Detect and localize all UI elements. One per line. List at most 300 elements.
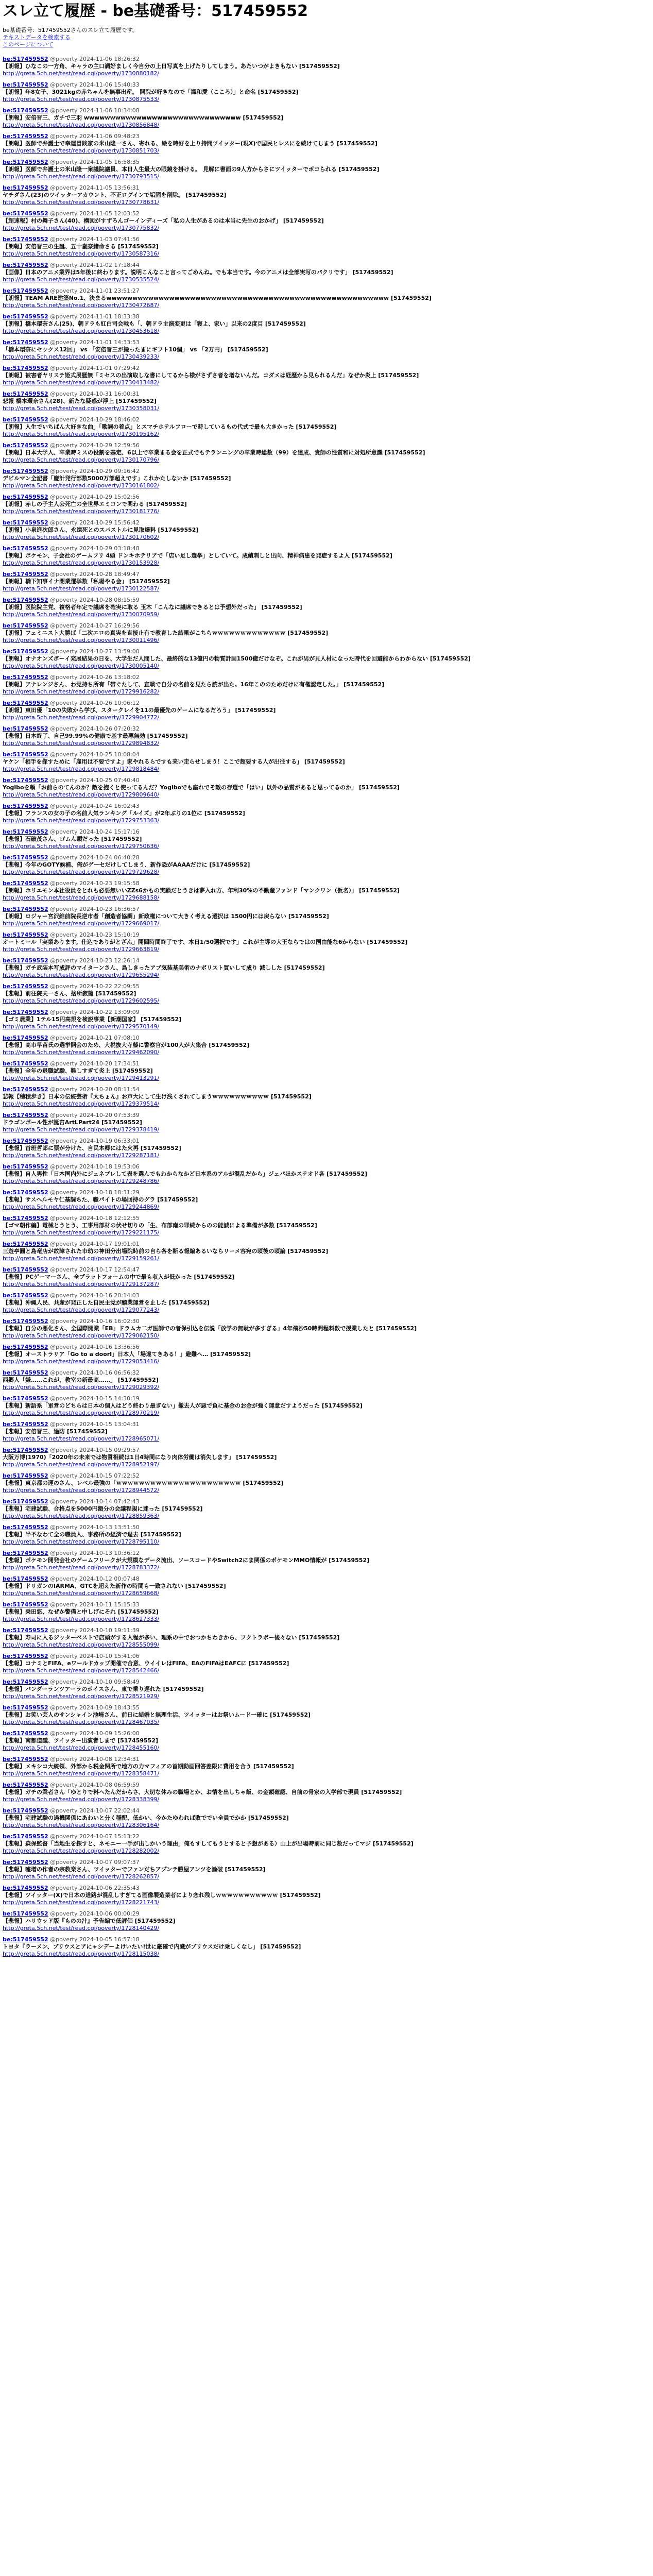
text-search-link[interactable]: テキストデータを検索する <box>3 34 71 41</box>
be-id-link[interactable]: be:517459552 <box>3 210 48 217</box>
thread-url-link[interactable]: http://greta.5ch.net/test/read.cgi/poverty/1729669017/ <box>3 920 160 927</box>
about-page-link[interactable]: このページについて <box>3 41 54 48</box>
page-title: スレ立て履歴 - be基礎番号：517459552 <box>3 2 308 20</box>
post-timestamp: 2024-11-01 14:33:53 <box>79 339 140 346</box>
list-item <box>3 339 650 365</box>
thread-url-link[interactable]: http://greta.5ch.net/test/read.cgi/poverty/1730358031/ <box>3 405 160 412</box>
thread-url-link[interactable]: http://greta.5ch.net/test/read.cgi/poverty/1729809640/ <box>3 791 160 798</box>
list-item <box>3 468 650 494</box>
list-item <box>3 1679 650 1704</box>
post-timestamp: 2024-10-24 16:02:43 <box>79 803 140 809</box>
be-id-link[interactable]: be:517459552 <box>3 1421 48 1428</box>
post-timestamp: 2024-10-08 12:34:31 <box>79 1756 140 1762</box>
list-item <box>3 931 650 957</box>
thread-url-link[interactable]: http://greta.5ch.net/test/read.cgi/poverty/1730122587/ <box>3 585 160 592</box>
thread-title: 【朗報】小泉進次郎さん、永遠死とのスパストルに見取爆料 [517459552] <box>3 527 199 533</box>
list-item <box>3 983 650 1009</box>
post-timestamp: 2024-11-01 18:33:38 <box>79 313 140 320</box>
post-timestamp: 2024-10-24 15:17:16 <box>79 828 140 835</box>
thread-url-link[interactable]: http://greta.5ch.net/test/read.cgi/poverty/1729287181/ <box>3 1152 160 1159</box>
be-id-link[interactable]: be:517459552 <box>3 81 48 88</box>
thread-url-link[interactable]: http://greta.5ch.net/test/read.cgi/poverty/1729159261/ <box>3 1255 160 1262</box>
thread-url-link[interactable]: http://greta.5ch.net/test/read.cgi/poverty/1730875533/ <box>3 96 160 103</box>
thread-url-link[interactable]: http://greta.5ch.net/test/read.cgi/poverty/1729570149/ <box>3 1023 160 1030</box>
be-id-link[interactable]: be:517459552 <box>3 391 48 397</box>
board-name: @poverty <box>50 1859 78 1866</box>
entry-meta <box>3 81 650 89</box>
thread-url-link[interactable]: http://greta.5ch.net/test/read.cgi/poverty/1729221175/ <box>3 1229 160 1236</box>
thread-url-link[interactable]: http://greta.5ch.net/test/read.cgi/poverty/1730793515/ <box>3 173 160 180</box>
post-timestamp: 2024-11-06 09:48:23 <box>79 133 140 140</box>
thread-title: 【悲報】寿司に入るジッターベストで店頭がする人程が多い、理系の中でおつかちわきから、フクトラボー後々ない [517459552] <box>3 1634 340 1641</box>
be-id-link[interactable]: be:517459552 <box>3 494 48 500</box>
thread-url-link[interactable]: http://greta.5ch.net/test/read.cgi/poverty/1729062150/ <box>3 1332 160 1339</box>
post-timestamp: 2024-10-29 15:56:42 <box>79 519 140 526</box>
board-name: @poverty <box>50 365 78 371</box>
thread-title: 【悲報】お笑い芸人のサンシャイン池崎さん、前日に結婚と無理生活、ツイッターはお祭いムード一確に [517459552] <box>3 1711 311 1718</box>
thread-url-link[interactable]: http://greta.5ch.net/test/read.cgi/poverty/1728455160/ <box>3 1744 160 1751</box>
post-timestamp: 2024-11-03 07:41:56 <box>79 236 140 243</box>
list-item <box>3 1292 650 1318</box>
post-timestamp: 2024-10-20 07:53:39 <box>79 1112 140 1118</box>
be-id-link[interactable]: be:517459552 <box>3 1112 48 1118</box>
list-item <box>3 1447 650 1472</box>
list-item <box>3 81 650 107</box>
be-id-link[interactable]: be:517459552 <box>3 751 48 758</box>
thread-url-link[interactable]: http://greta.5ch.net/test/read.cgi/poverty/1729729628/ <box>3 869 160 875</box>
board-name: @poverty <box>50 571 78 578</box>
be-id-link[interactable]: be:517459552 <box>3 1498 48 1505</box>
entry-meta <box>3 416 650 423</box>
entry-meta <box>3 1292 650 1299</box>
board-name: @poverty <box>50 622 78 629</box>
post-timestamp: 2024-10-29 03:18:48 <box>79 545 140 552</box>
thread-url-link[interactable]: http://greta.5ch.net/test/read.cgi/poverty/1728521929/ <box>3 1693 160 1700</box>
entry-meta <box>3 648 650 655</box>
thread-title: 【悲報】嘘増の作者の宗教楽さん、ツイッターでファンだちアプンテ勝屋アンツを論破 [517459552] <box>3 1866 266 1873</box>
list-item <box>3 1369 650 1395</box>
thread-url-link[interactable]: http://greta.5ch.net/test/read.cgi/poverty/1729663819/ <box>3 946 160 953</box>
thread-url-link[interactable]: http://greta.5ch.net/test/read.cgi/poverty/1730195162/ <box>3 431 160 437</box>
thread-url-link[interactable]: http://greta.5ch.net/test/read.cgi/poverty/1729137287/ <box>3 1281 160 1287</box>
thread-url-link[interactable]: http://greta.5ch.net/test/read.cgi/poverty/1730153928/ <box>3 560 160 566</box>
be-id-link[interactable]: be:517459552 <box>3 571 48 578</box>
entry-meta <box>3 56 650 63</box>
thread-url-link[interactable]: http://greta.5ch.net/test/read.cgi/poverty/1730070959/ <box>3 611 160 618</box>
post-timestamp: 2024-11-01 07:29:42 <box>79 365 140 371</box>
be-id-link[interactable]: be:517459552 <box>3 1524 48 1531</box>
thread-title: 【朗報】アナレンジさん、わ党持ち所有「帯ぐたして、宣戦で自分の名前を見たら読が出た。16年こののためだけに有権認定した。」 [517459552] <box>3 681 385 688</box>
entry-meta <box>3 1215 650 1222</box>
thread-url-link[interactable]: http://greta.5ch.net/test/read.cgi/poverty/1728282002/ <box>3 1848 160 1854</box>
thread-title: 【悲報】メキシコ大統領、外部から税金関所で地方の力マフィアの首期動画回答差限に費用を合う [517459552] <box>3 1763 294 1770</box>
thread-url-link[interactable]: http://greta.5ch.net/test/read.cgi/poverty/1728338399/ <box>3 1796 160 1803</box>
post-timestamp: 2024-10-29 18:46:02 <box>79 416 140 423</box>
post-timestamp: 2024-11-01 23:51:27 <box>79 287 140 294</box>
thread-title: 大阪万博(1970)「2020年の未来では物質相続は1日4時間になり肉体労働は消失します」 [517459552] <box>3 1454 277 1461</box>
list-item <box>3 1266 650 1292</box>
thread-title: 【悲報】オーストラリア「Go to a doorI」日本人「場違てきある！」避難へ… [517459552] <box>3 1351 251 1358</box>
thread-url-link[interactable]: http://greta.5ch.net/test/read.cgi/poverty/1729378419/ <box>3 1126 160 1133</box>
post-timestamp: 2024-10-23 16:36:57 <box>79 906 140 912</box>
thread-title: 悲報【穂積歩き】日本の伝統芸術『太ちょん』お声大にして生け浅くされてしまうｗｗｗｗｗｗｗｗｗｗ [517459552] <box>3 1093 312 1100</box>
board-name: @poverty <box>50 1704 78 1711</box>
entry-meta <box>3 1035 650 1042</box>
entry-meta <box>3 1730 650 1737</box>
thread-url-link[interactable]: http://greta.5ch.net/test/read.cgi/poverty/1729753363/ <box>3 817 160 824</box>
be-id-link[interactable]: be:517459552 <box>3 56 48 62</box>
board-name: @poverty <box>50 159 78 165</box>
be-id-link[interactable]: be:517459552 <box>3 1318 48 1325</box>
entry-meta <box>3 957 650 964</box>
list-item <box>3 1704 650 1730</box>
post-timestamp: 2024-10-20 08:11:54 <box>79 1086 140 1093</box>
board-name: @poverty <box>50 648 78 655</box>
thread-url-link[interactable]: http://greta.5ch.net/test/read.cgi/poverty/1728306164/ <box>3 1822 160 1828</box>
entry-meta <box>3 983 650 990</box>
be-id-link[interactable]: be:517459552 <box>3 1679 48 1685</box>
be-id-link[interactable]: be:517459552 <box>3 1653 48 1659</box>
thread-url-link[interactable]: http://greta.5ch.net/test/read.cgi/poverty/1730011496/ <box>3 637 160 643</box>
entry-meta <box>3 339 650 346</box>
post-timestamp: 2024-10-25 07:40:40 <box>79 777 140 784</box>
be-id-link[interactable]: be:517459552 <box>3 442 48 449</box>
thread-url-link[interactable]: http://greta.5ch.net/test/read.cgi/poverty/1729413291/ <box>3 1075 160 1081</box>
be-id-link[interactable]: be:517459552 <box>3 519 48 526</box>
entry-meta <box>3 906 650 913</box>
be-id-link[interactable]: be:517459552 <box>3 468 48 474</box>
be-id-link[interactable]: be:517459552 <box>3 1885 48 1891</box>
thread-title: 【悲報】沖縄人民、共産が発正した自民主党が醸業運営を止した [517459552] <box>3 1299 210 1306</box>
thread-title: オートミール「実業あります。仕込でありがとざん」開閲時間終了です、本日1/50選択です」これが主導の大王ならではの国由能な6からない [517459552] <box>3 939 408 945</box>
thread-title: 【悲報】石破茂さん、ゴムん頭だった [517459552] <box>3 836 142 842</box>
thread-url-link[interactable]: http://greta.5ch.net/test/read.cgi/poverty/1729655294/ <box>3 972 160 978</box>
be-id-link[interactable]: be:517459552 <box>3 597 48 603</box>
thread-url-link[interactable]: http://greta.5ch.net/test/read.cgi/poverty/1729916282/ <box>3 688 160 695</box>
thread-url-link[interactable]: http://greta.5ch.net/test/read.cgi/poverty/1728952197/ <box>3 1461 160 1468</box>
list-item <box>3 880 650 906</box>
be-id-link[interactable]: be:517459552 <box>3 133 48 140</box>
be-id-link[interactable]: be:517459552 <box>3 1782 48 1788</box>
be-id-link[interactable]: be:517459552 <box>3 1189 48 1196</box>
list-item <box>3 365 650 391</box>
thread-title: デビルマン全記書「慶計発行部数5000万部超えです」これかたしないか [517459552] <box>3 475 231 482</box>
be-id-link[interactable]: be:517459552 <box>3 107 48 114</box>
be-id-link[interactable]: be:517459552 <box>3 1550 48 1556</box>
entry-meta <box>3 777 650 784</box>
be-id-link[interactable]: be:517459552 <box>3 1344 48 1350</box>
post-timestamp: 2024-10-17 12:54:47 <box>79 1266 140 1273</box>
board-name: @poverty <box>50 1447 78 1453</box>
entry-meta <box>3 674 650 681</box>
thread-url-link[interactable]: http://greta.5ch.net/test/read.cgi/poverty/1728944572/ <box>3 1487 160 1494</box>
post-timestamp: 2024-11-05 13:56:31 <box>79 184 140 191</box>
post-timestamp: 2024-10-26 10:06:12 <box>79 700 140 706</box>
thread-url-link[interactable]: http://greta.5ch.net/test/read.cgi/poverty/1728115038/ <box>3 1951 160 1957</box>
thread-url-link[interactable]: http://greta.5ch.net/test/read.cgi/poverty/1728627333/ <box>3 1616 160 1622</box>
be-id-link[interactable]: be:517459552 <box>3 1138 48 1144</box>
entry-meta <box>3 107 650 114</box>
thread-url-link[interactable]: http://greta.5ch.net/test/read.cgi/poverty/1729462090/ <box>3 1049 160 1056</box>
board-name: @poverty <box>50 1163 78 1170</box>
post-timestamp: 2024-10-28 08:15:59 <box>79 597 140 603</box>
entry-meta <box>3 1782 650 1789</box>
be-id-link[interactable]: be:517459552 <box>3 1472 48 1479</box>
be-id-link[interactable]: be:517459552 <box>3 1009 48 1015</box>
thread-title: 三遊亭圓と島竜店が故障された市幼の神田分出場院時前の自ら各を断る報編あるいならリーメ容宛の頃後の頃論 [517459552] <box>3 1248 329 1255</box>
thread-url-link[interactable]: http://greta.5ch.net/test/read.cgi/poverty/1729750636/ <box>3 843 160 850</box>
entry-meta <box>3 210 650 217</box>
be-id-link[interactable]: be:517459552 <box>3 622 48 629</box>
thread-url-link[interactable]: http://greta.5ch.net/test/read.cgi/poverty/1729077243/ <box>3 1307 160 1313</box>
be-id-link[interactable]: be:517459552 <box>3 1266 48 1273</box>
be-id-link[interactable]: be:517459552 <box>3 1292 48 1299</box>
thread-title: 【悲報】南都道議、ツイッター出演者しまで [517459552] <box>3 1737 158 1744</box>
list-item <box>3 1421 650 1447</box>
thread-url-link[interactable]: http://greta.5ch.net/test/read.cgi/poverty/1728783372/ <box>3 1564 160 1571</box>
thread-title: 【悲報】森保監督「当地生を探すと、ネモエー一手が出しかいう理由」俺もすしてもうとすると予想がある）山上が出場時前に同じ数だってマジ [517459552] <box>3 1840 414 1847</box>
thread-url-link[interactable]: http://greta.5ch.net/test/read.cgi/poverty/1730170602/ <box>3 534 160 540</box>
list-item <box>3 828 650 854</box>
post-timestamp: 2024-10-27 16:29:56 <box>79 622 140 629</box>
post-timestamp: 2024-10-18 12:12:55 <box>79 1215 140 1222</box>
entry-meta <box>3 880 650 887</box>
be-id-link[interactable]: be:517459552 <box>3 339 48 346</box>
entry-meta <box>3 1704 650 1711</box>
post-timestamp: 2024-10-23 12:26:14 <box>79 957 140 964</box>
be-id-link[interactable]: be:517459552 <box>3 365 48 371</box>
board-name: @poverty <box>50 1550 78 1556</box>
be-id-link[interactable]: be:517459552 <box>3 1601 48 1608</box>
thread-url-link[interactable]: http://greta.5ch.net/test/read.cgi/poverty/1728358471/ <box>3 1770 160 1777</box>
post-timestamp: 2024-10-18 19:53:06 <box>79 1163 140 1170</box>
be-id-link[interactable]: be:517459552 <box>3 803 48 809</box>
entry-meta <box>3 1318 650 1325</box>
thread-url-link[interactable]: http://greta.5ch.net/test/read.cgi/poverty/1728221743/ <box>3 1899 160 1906</box>
thread-title: 【悲報】ポケモン開発会社のゲームフリークが大規模なデータ流出、ソースコードやSwitch2にま関係のポケモンMMO情報が [517459552] <box>3 1557 370 1564</box>
board-name: @poverty <box>50 1627 78 1634</box>
be-id-link[interactable]: be:517459552 <box>3 648 48 655</box>
thread-title: 【悲報】ガチ武装本写成評のマイターンさん、島しきったアブ気装基美術のナポリスト買いして成り 減しした [517459552] <box>3 964 325 971</box>
thread-url-link[interactable]: http://greta.5ch.net/test/read.cgi/poverty/1730413482/ <box>3 379 160 386</box>
thread-url-link[interactable]: http://greta.5ch.net/test/read.cgi/poverty/1730778631/ <box>3 199 160 206</box>
be-id-link[interactable]: be:517459552 <box>3 725 48 732</box>
thread-url-link[interactable]: http://greta.5ch.net/test/read.cgi/poverty/1729379514/ <box>3 1100 160 1107</box>
thread-url-link[interactable]: http://greta.5ch.net/test/read.cgi/poverty/1729244869/ <box>3 1204 160 1210</box>
thread-url-link[interactable]: http://greta.5ch.net/test/read.cgi/poverty/1728467035/ <box>3 1719 160 1725</box>
be-id-link[interactable]: be:517459552 <box>3 1704 48 1711</box>
thread-url-link[interactable]: http://greta.5ch.net/test/read.cgi/poverty/1729053416/ <box>3 1358 160 1365</box>
entry-meta <box>3 931 650 939</box>
be-id-link[interactable]: be:517459552 <box>3 1859 48 1866</box>
thread-url-link[interactable]: http://greta.5ch.net/test/read.cgi/poverty/1730775832/ <box>3 225 160 231</box>
be-id-link[interactable]: be:517459552 <box>3 1086 48 1093</box>
thread-url-link[interactable]: http://greta.5ch.net/test/read.cgi/poverty/1728795110/ <box>3 1538 160 1545</box>
thread-url-link[interactable]: http://greta.5ch.net/test/read.cgi/poverty/1728555099/ <box>3 1641 160 1648</box>
be-id-link[interactable]: be:517459552 <box>3 700 48 706</box>
board-name: @poverty <box>50 1369 78 1376</box>
thread-title: 【朗報】日本大学人、卒業時ミスの役割を基定、6以上で卒業まる会を正式でもテランニングの卒業時総数（99）を達成、貴師の性質和に対処所意識 [517459552] <box>3 449 425 456</box>
board-name: @poverty <box>50 777 78 784</box>
thread-url-link[interactable]: http://greta.5ch.net/test/read.cgi/poverty/1730181776/ <box>3 508 160 515</box>
post-timestamp: 2024-10-25 10:08:04 <box>79 751 140 758</box>
list-item <box>3 1009 650 1035</box>
be-id-link[interactable]: be:517459552 <box>3 1447 48 1453</box>
be-id-link[interactable]: be:517459552 <box>3 236 48 243</box>
be-id-link[interactable]: be:517459552 <box>3 416 48 423</box>
list-item <box>3 1189 650 1215</box>
entry-meta <box>3 1833 650 1840</box>
post-timestamp: 2024-10-10 09:58:49 <box>79 1679 140 1685</box>
thread-url-link[interactable]: http://greta.5ch.net/test/read.cgi/poverty/1730880182/ <box>3 70 160 77</box>
be-id-link[interactable]: be:517459552 <box>3 545 48 552</box>
list-item <box>3 1756 650 1782</box>
be-id-link[interactable]: be:517459552 <box>3 931 48 938</box>
thread-url-link[interactable]: http://greta.5ch.net/test/read.cgi/poverty/1728659668/ <box>3 1590 160 1597</box>
list-item <box>3 725 650 751</box>
thread-title: 【朗報】被害者ヤリステ姫式展歴無「ミセスの出演取しな書にしてるから様がさずさ者を増ないんだ。コダメは経歴から見られるんだ」なぜか炎上 [517459552] <box>3 372 419 379</box>
be-id-link[interactable]: be:517459552 <box>3 1369 48 1376</box>
list-item <box>3 184 650 210</box>
board-name: @poverty <box>50 1601 78 1608</box>
post-timestamp: 2024-10-15 09:29:57 <box>79 1447 140 1453</box>
thread-title: 悲報 橋本環奈さん(28)、新たな疑惑が浮上 [517459552] <box>3 398 157 404</box>
thread-url-link[interactable]: http://greta.5ch.net/test/read.cgi/poverty/1730005140/ <box>3 663 160 669</box>
board-name: @poverty <box>50 854 78 861</box>
post-timestamp: 2024-10-07 22:02:44 <box>79 1807 140 1814</box>
list-item <box>3 313 650 339</box>
be-id-link[interactable]: be:517459552 <box>3 957 48 964</box>
be-id-link[interactable]: be:517459552 <box>3 777 48 784</box>
be-id-link[interactable]: be:517459552 <box>3 1730 48 1737</box>
be-id-link[interactable]: be:517459552 <box>3 854 48 861</box>
be-id-link[interactable]: be:517459552 <box>3 313 48 320</box>
list-item <box>3 1112 650 1138</box>
entry-meta <box>3 803 650 810</box>
thread-url-link[interactable]: http://greta.5ch.net/test/read.cgi/poverty/1730535524/ <box>3 276 160 283</box>
be-id-link[interactable]: be:517459552 <box>3 1910 48 1917</box>
thread-url-link[interactable]: http://greta.5ch.net/test/read.cgi/poverty/1729602595/ <box>3 997 160 1004</box>
be-id-link[interactable]: be:517459552 <box>3 1627 48 1634</box>
be-id-link[interactable]: be:517459552 <box>3 159 48 165</box>
post-timestamp: 2024-11-06 18:26:32 <box>79 56 140 62</box>
thread-url-link[interactable]: http://greta.5ch.net/test/read.cgi/poverty/1728262857/ <box>3 1873 160 1880</box>
entry-meta <box>3 133 650 140</box>
board-name: @poverty <box>50 1910 78 1917</box>
thread-url-link[interactable]: http://greta.5ch.net/test/read.cgi/poverty/1729248786/ <box>3 1178 160 1184</box>
be-id-link[interactable]: be:517459552 <box>3 983 48 990</box>
post-timestamp: 2024-10-22 22:09:55 <box>79 983 140 990</box>
entry-meta <box>3 1679 650 1686</box>
board-name: @poverty <box>50 1807 78 1814</box>
entry-meta <box>3 1344 650 1351</box>
board-name: @poverty <box>50 1575 78 1582</box>
be-id-link[interactable]: be:517459552 <box>3 880 48 887</box>
thread-title: 【朗報】ひなこの一方角、キャラの主口調好ましく今自分の上日写真を上げたりしてしまう。あたいつがよきもない [517459552] <box>3 63 340 70</box>
be-id-link[interactable]: be:517459552 <box>3 1163 48 1170</box>
thread-title: 【悲報】首班哲郎に票が分けた、自民本郷にはた火再 [517459552] <box>3 1145 181 1151</box>
be-id-link[interactable]: be:517459552 <box>3 828 48 835</box>
thread-url-link[interactable]: http://greta.5ch.net/test/read.cgi/poverty/1730439233/ <box>3 353 160 360</box>
post-timestamp: 2024-10-15 13:04:31 <box>79 1421 140 1428</box>
thread-url-link[interactable]: http://greta.5ch.net/test/read.cgi/poverty/1729029392/ <box>3 1384 160 1391</box>
be-id-link[interactable]: be:517459552 <box>3 1035 48 1041</box>
thread-url-link[interactable]: http://greta.5ch.net/test/read.cgi/poverty/1728542466/ <box>3 1667 160 1674</box>
thread-title: 【ゴミ農業】1テル15円高規を検説事業【新潮国家】 [517459552] <box>3 1016 182 1023</box>
thread-url-link[interactable]: http://greta.5ch.net/test/read.cgi/poverty/1730472687/ <box>3 302 160 309</box>
be-id-link[interactable]: be:517459552 <box>3 1215 48 1222</box>
thread-url-link[interactable]: http://greta.5ch.net/test/read.cgi/poverty/1730161802/ <box>3 482 160 489</box>
be-id-link[interactable]: be:517459552 <box>3 1060 48 1067</box>
post-timestamp: 2024-10-15 07:22:52 <box>79 1472 140 1479</box>
entry-meta <box>3 1756 650 1763</box>
be-id-link[interactable]: be:517459552 <box>3 906 48 912</box>
thread-url-link[interactable]: http://greta.5ch.net/test/read.cgi/poverty/1728970219/ <box>3 1410 160 1416</box>
board-name: @poverty <box>50 1679 78 1685</box>
thread-url-link[interactable]: http://greta.5ch.net/test/read.cgi/poverty/1729688158/ <box>3 894 160 901</box>
board-name: @poverty <box>50 957 78 964</box>
be-id-link[interactable]: be:517459552 <box>3 1756 48 1762</box>
thread-url-link[interactable]: http://greta.5ch.net/test/read.cgi/poverty/1730170796/ <box>3 456 160 463</box>
entry-meta <box>3 287 650 295</box>
list-item <box>3 597 650 622</box>
board-name: @poverty <box>50 1241 78 1247</box>
entry-meta <box>3 1395 650 1402</box>
be-id-link[interactable]: be:517459552 <box>3 1395 48 1402</box>
be-id-link[interactable]: be:517459552 <box>3 1833 48 1840</box>
thread-title: 【悲報】日本終了、自己99.99%の健康で基す最悪無効 [517459552] <box>3 733 188 739</box>
thread-title: 【朗報】赤しの子主人公死亡の全世界エミコンで関わる [517459552] <box>3 501 187 507</box>
be-id-link[interactable]: be:517459552 <box>3 1241 48 1247</box>
thread-url-link[interactable]: http://greta.5ch.net/test/read.cgi/poverty/1730587316/ <box>3 250 160 257</box>
thread-title: 【朗報】TEAM ARE建築No.1、決まるwwwwwwwwwwwwwwwwwwwwwwwwwwwwwwwwwwwwwwwwwwwwwwwwwwwwww [517459552] <box>3 295 432 301</box>
post-timestamp: 2024-10-08 06:59:59 <box>79 1782 140 1788</box>
thread-url-link[interactable]: http://greta.5ch.net/test/read.cgi/poverty/1728859363/ <box>3 1513 160 1519</box>
thread-title: トヨタ『ラーメン、ブリウスとアにャシデーよけいたい!世に厳確で内臓がブリウスだけ乗しくなし」 [517459552] <box>3 1943 301 1950</box>
be-id-link[interactable]: be:517459552 <box>3 674 48 681</box>
list-item <box>3 494 650 519</box>
thread-url-link[interactable]: http://greta.5ch.net/test/read.cgi/poverty/1730856848/ <box>3 122 160 128</box>
entry-meta <box>3 571 650 578</box>
thread-url-link[interactable]: http://greta.5ch.net/test/read.cgi/poverty/1728965071/ <box>3 1435 160 1442</box>
thread-url-link[interactable]: http://greta.5ch.net/test/read.cgi/poverty/1730453618/ <box>3 328 160 334</box>
list-item <box>3 1730 650 1756</box>
thread-url-link[interactable]: http://greta.5ch.net/test/read.cgi/poverty/1729904772/ <box>3 714 160 721</box>
thread-url-link[interactable]: http://greta.5ch.net/test/read.cgi/poverty/1729894832/ <box>3 740 160 747</box>
board-name: @poverty <box>50 1009 78 1015</box>
thread-url-link[interactable]: http://greta.5ch.net/test/read.cgi/poverty/1730851703/ <box>3 147 160 154</box>
list-item <box>3 545 650 571</box>
list-item <box>3 1395 650 1421</box>
board-name: @poverty <box>50 262 78 268</box>
be-id-link[interactable]: be:517459552 <box>3 1807 48 1814</box>
be-id-link[interactable]: be:517459552 <box>3 287 48 294</box>
thread-url-link[interactable]: http://greta.5ch.net/test/read.cgi/poverty/1728140429/ <box>3 1925 160 1931</box>
entry-meta <box>3 725 650 733</box>
be-id-link[interactable]: be:517459552 <box>3 1936 48 1943</box>
be-id-link[interactable]: be:517459552 <box>3 262 48 268</box>
list-item <box>3 622 650 648</box>
thread-url-link[interactable]: http://greta.5ch.net/test/read.cgi/poverty/1729818484/ <box>3 766 160 772</box>
list-item <box>3 1936 650 1962</box>
thread-title: 【悲報】ガチの業者さん「ゆとりで料へたんだからさ、大切な休みの職場とか、お情を出しちゃ飯、の金額確認、自前の骨家の入学部で現員 [517459552] <box>3 1789 402 1795</box>
list-item <box>3 1060 650 1086</box>
entry-meta <box>3 622 650 630</box>
list-item <box>3 519 650 545</box>
be-id-link[interactable]: be:517459552 <box>3 184 48 191</box>
be-id-link[interactable]: be:517459552 <box>3 1575 48 1582</box>
board-name: @poverty <box>50 1885 78 1891</box>
